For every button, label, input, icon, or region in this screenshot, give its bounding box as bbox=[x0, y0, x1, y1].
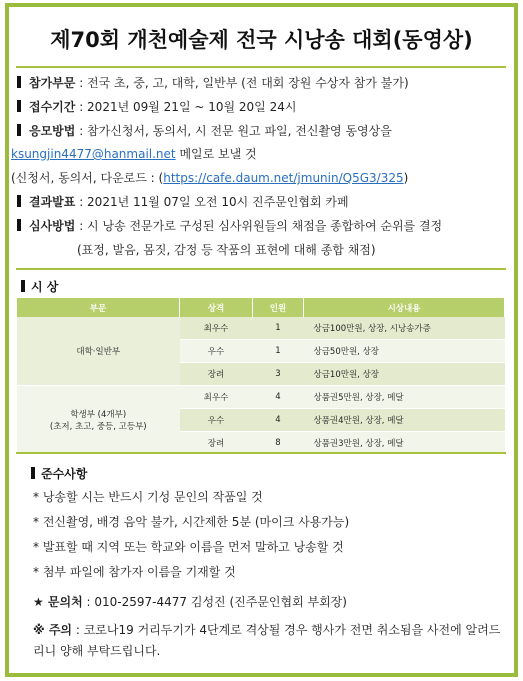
rules-title: 준수사항 bbox=[41, 467, 88, 481]
group-sublabel: (초저, 초고, 중등, 고등부) bbox=[49, 422, 147, 432]
count-cell: 4 bbox=[253, 386, 304, 409]
info-judging-detail bbox=[77, 241, 376, 258]
rule-item: * 낭송할 시는 반드시 기성 문인의 작품일 것 bbox=[33, 490, 263, 504]
rank-cell: 우수 bbox=[180, 340, 253, 363]
contact-text: : 010-2597-4477 김성진 (진주문인협회 부회장) bbox=[82, 595, 347, 609]
rule-item: * 전신촬영, 배경 음악 불가, 시간제한 5분 (마이크 사용가능) bbox=[33, 515, 350, 529]
info-method bbox=[17, 122, 392, 139]
info-category bbox=[17, 74, 409, 91]
count-cell: 1 bbox=[253, 317, 304, 340]
prize-cell: 상품권3만원, 상장, 메달 bbox=[304, 432, 505, 455]
awards-title: 시 상 bbox=[31, 280, 59, 294]
bullet-bar bbox=[17, 124, 21, 136]
rank-cell: 장려 bbox=[180, 432, 253, 455]
prize-cell: 상품권5만원, 상장, 메달 bbox=[304, 386, 505, 409]
rank-cell: 최우수 bbox=[180, 317, 253, 340]
rank-cell: 장려 bbox=[180, 363, 253, 386]
bullet-bar bbox=[17, 76, 21, 88]
info-judging bbox=[17, 217, 442, 234]
table-header: 인원 bbox=[253, 298, 304, 317]
contact-label: ★ 문의처 bbox=[33, 595, 83, 609]
info-text: : 참가신청서, 동의서, 시 전문 원고 파일, 전신촬영 동영상을 bbox=[75, 124, 392, 138]
info-text: : 시 낭송 전문가로 구성된 심사위원들의 채점을 종합하여 순위를 결정 bbox=[75, 219, 443, 233]
prize-cell: 상품권4만원, 상장, 메달 bbox=[304, 409, 505, 432]
count-cell: 4 bbox=[253, 409, 304, 432]
rule-item: * 발표할 때 지역 또는 학교와 이름을 먼저 말하고 낭송할 것 bbox=[33, 540, 344, 554]
rule-item: * 첨부 파일에 참가자 이름을 기재할 것 bbox=[33, 565, 236, 579]
section-divider bbox=[16, 452, 506, 454]
info-label: 결과발표 bbox=[29, 195, 76, 209]
poster-frame bbox=[5, 3, 518, 677]
rank-cell: 우수 bbox=[180, 409, 253, 432]
awards-table bbox=[17, 298, 505, 455]
prize-cell: 상금100만원, 상장, 시낭송가증 bbox=[304, 317, 505, 340]
info-download-line bbox=[11, 169, 408, 186]
table-row bbox=[17, 317, 505, 340]
title-divider bbox=[16, 66, 506, 68]
bullet-bar bbox=[21, 280, 25, 292]
info-label: 참가부문 bbox=[29, 76, 76, 90]
info-text: : 2021년 11월 07일 오전 10시 진주문인협회 카페 bbox=[75, 195, 349, 209]
table-header-row bbox=[17, 298, 505, 317]
download-link[interactable]: https://cafe.daum.net/jmunin/Q5G3/325 bbox=[163, 171, 404, 185]
info-label: 심사방법 bbox=[29, 219, 76, 233]
bullet-bar bbox=[17, 195, 21, 207]
info-text: : 전국 초, 중, 고, 대학, 일반부 (전 대회 장원 수상자 참가 불가) bbox=[75, 76, 409, 90]
info-period bbox=[17, 98, 296, 115]
download-prefix: (신청서, 동의서, 다운로드 : ( bbox=[11, 171, 164, 185]
prize-cell: 상금10만원, 상장 bbox=[304, 363, 505, 386]
table-header: 부문 bbox=[17, 298, 180, 317]
email-suffix: 메일로 보낼 것 bbox=[175, 147, 257, 161]
prize-cell: 상금50만원, 상장 bbox=[304, 340, 505, 363]
group-cell: 대학·일반부 bbox=[17, 317, 180, 386]
bullet-bar bbox=[17, 100, 21, 112]
rank-cell: 최우수 bbox=[180, 386, 253, 409]
info-email-line bbox=[11, 145, 257, 162]
table-header: 상격 bbox=[180, 298, 253, 317]
page-title: 제70회 개천예술제 전국 시낭송 대회(동영상) bbox=[50, 28, 473, 52]
info-label: 응모방법 bbox=[29, 124, 76, 138]
group-cell bbox=[17, 386, 180, 455]
contact-line bbox=[33, 593, 347, 610]
notice-label: ※ 주의 bbox=[33, 623, 73, 637]
bullet-bar bbox=[17, 219, 21, 231]
info-text: : 2021년 09월 21일 ~ 10월 20일 24시 bbox=[75, 100, 297, 114]
info-text: (표정, 발음, 몸짓, 감정 등 작품의 표현에 대해 종합 채점) bbox=[77, 243, 376, 257]
rules-heading bbox=[31, 465, 87, 482]
count-cell: 1 bbox=[253, 340, 304, 363]
group-label: 학생부 (4개부) bbox=[70, 410, 127, 420]
table-header: 시상내용 bbox=[304, 298, 505, 317]
info-label: 접수기간 bbox=[29, 100, 76, 114]
section-divider bbox=[16, 268, 506, 270]
notice-paragraph bbox=[33, 620, 503, 662]
table-row bbox=[17, 386, 505, 409]
count-cell: 3 bbox=[253, 363, 304, 386]
download-suffix: ) bbox=[403, 171, 409, 185]
info-result bbox=[17, 193, 349, 210]
bullet-bar bbox=[31, 467, 35, 479]
email-link[interactable]: ksungjin4477@hanmail.net bbox=[11, 147, 176, 161]
notice-text: : 코로나19 거리두기가 4단계로 격상될 경우 행사가 전면 취소됨을 사전에 알려드리니 양해 부탁드립니다. bbox=[33, 623, 501, 658]
count-cell: 8 bbox=[253, 432, 304, 455]
awards-heading bbox=[21, 278, 58, 295]
